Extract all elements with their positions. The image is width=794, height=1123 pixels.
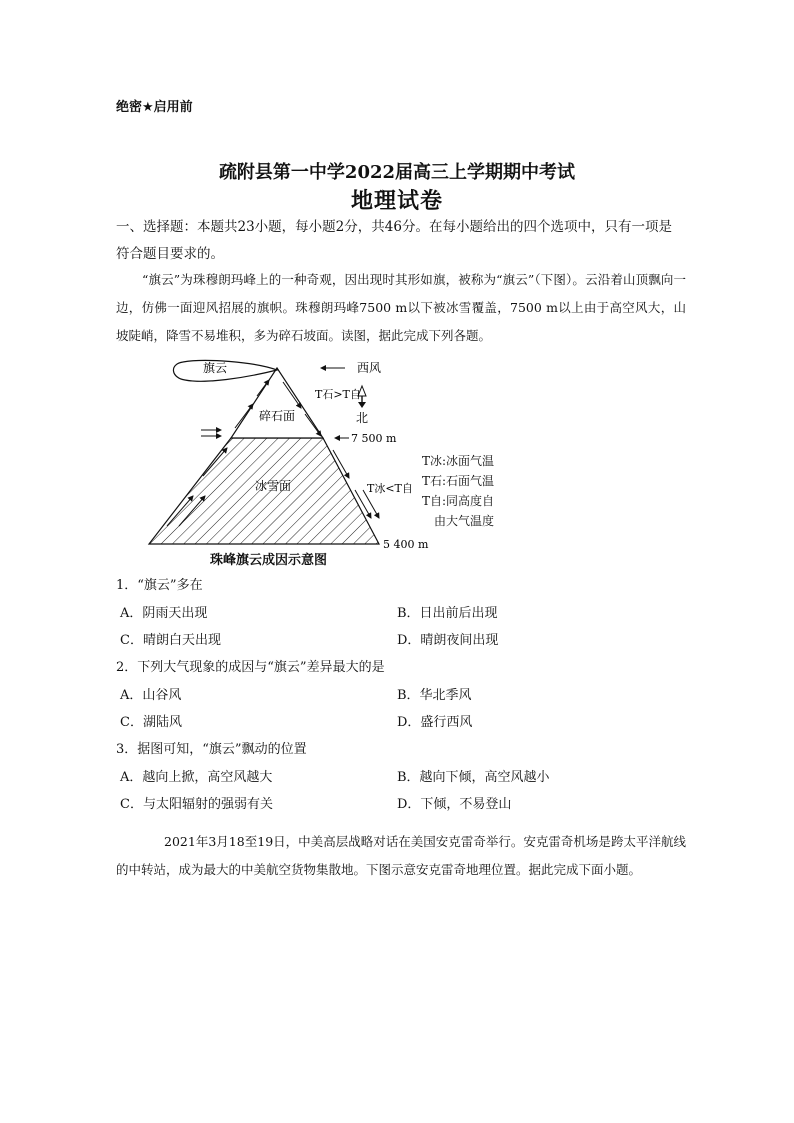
legend-item: T石:石面气温	[422, 474, 495, 488]
north-label: 北	[356, 411, 369, 425]
option-a[interactable]: A．越向上掀，高空风越大	[120, 770, 273, 785]
option-b[interactable]: B．日出前后出现	[397, 606, 498, 621]
option-b[interactable]: B．越向下倾，高空风越小	[397, 770, 550, 785]
option-a[interactable]: A．山谷风	[120, 688, 182, 703]
temp-top-label: T石>T自	[315, 388, 361, 401]
passage2-paragraph	[116, 828, 686, 884]
cloud-label: 旗云	[202, 361, 228, 375]
exam-title: 疏附县第一中学2022届高三上学期期中考试	[218, 162, 576, 183]
gravel-zone	[231, 368, 323, 438]
passage2-text: 2021年3月18至19日，中美高层战略对话在美国安克雷奇举行。安克雷奇机场是跨太平洋航线的中转站，成为最大的中美航空货物集散地。下图示意安克雷奇地理位置。据此完成下面小题。	[116, 834, 686, 877]
temp-side-label: T冰<T自	[367, 482, 413, 495]
exam-subtitle: 地理试卷	[350, 188, 443, 214]
option-c[interactable]: C．与太阳辐射的强弱有关	[120, 797, 273, 812]
legend-item: 由大气温度	[434, 514, 495, 528]
option-a[interactable]: A．阴雨天出现	[120, 606, 208, 621]
option-c[interactable]: C．湖陆风	[120, 715, 182, 730]
altitude-7500-label: 7 500 m	[351, 432, 397, 445]
option-b[interactable]: B．华北季风	[397, 688, 472, 703]
passage-paragraph	[116, 266, 686, 350]
option-d[interactable]: D．晴朗夜间出现	[397, 633, 499, 648]
gravel-label: 碎石面	[258, 409, 296, 423]
question-stem: 1．“旗云”多在	[116, 578, 203, 593]
option-d[interactable]: D．下倾，不易登山	[397, 797, 512, 812]
diagram-caption: 珠峰旗云成因示意图	[210, 553, 328, 568]
section-instructions: 一、选择题：本题共23小题，每小题2分，共46分。在每小题给出的四个选项中，只有一项是符合题目要求的。	[116, 219, 672, 262]
question-stem: 3．据图可知，“旗云”飘动的位置	[116, 742, 307, 757]
west-wind-label: 西风	[357, 361, 382, 375]
altitude-5400-label: 5 400 m	[383, 538, 429, 551]
secret-mark: 绝密★启用前	[116, 100, 193, 115]
option-c[interactable]: C．晴朗白天出现	[120, 633, 221, 648]
option-d[interactable]: D．盛行西风	[397, 715, 473, 730]
ice-label: 冰雪面	[254, 479, 292, 493]
legend-item: T自:同高度自	[422, 494, 495, 508]
legend-item: T冰:冰面气温	[422, 454, 495, 468]
passage-text: “旗云”为珠穆朗玛峰上的一种奇观，因出现时其形如旗，被称为“旗云”（下图）。云沿着山顶飘向一边，仿佛一面迎风招展的旗帜。珠穆朗玛峰7500 m以下被冰雪覆盖，7500 m以上由于高空风大，山坡陡峭，降雪不易堆积，多为碎石坡面。读图，据此完成下列各题。	[116, 272, 686, 343]
question-stem: 2．下列大气现象的成因与“旗云”差异最大的是	[116, 660, 385, 675]
